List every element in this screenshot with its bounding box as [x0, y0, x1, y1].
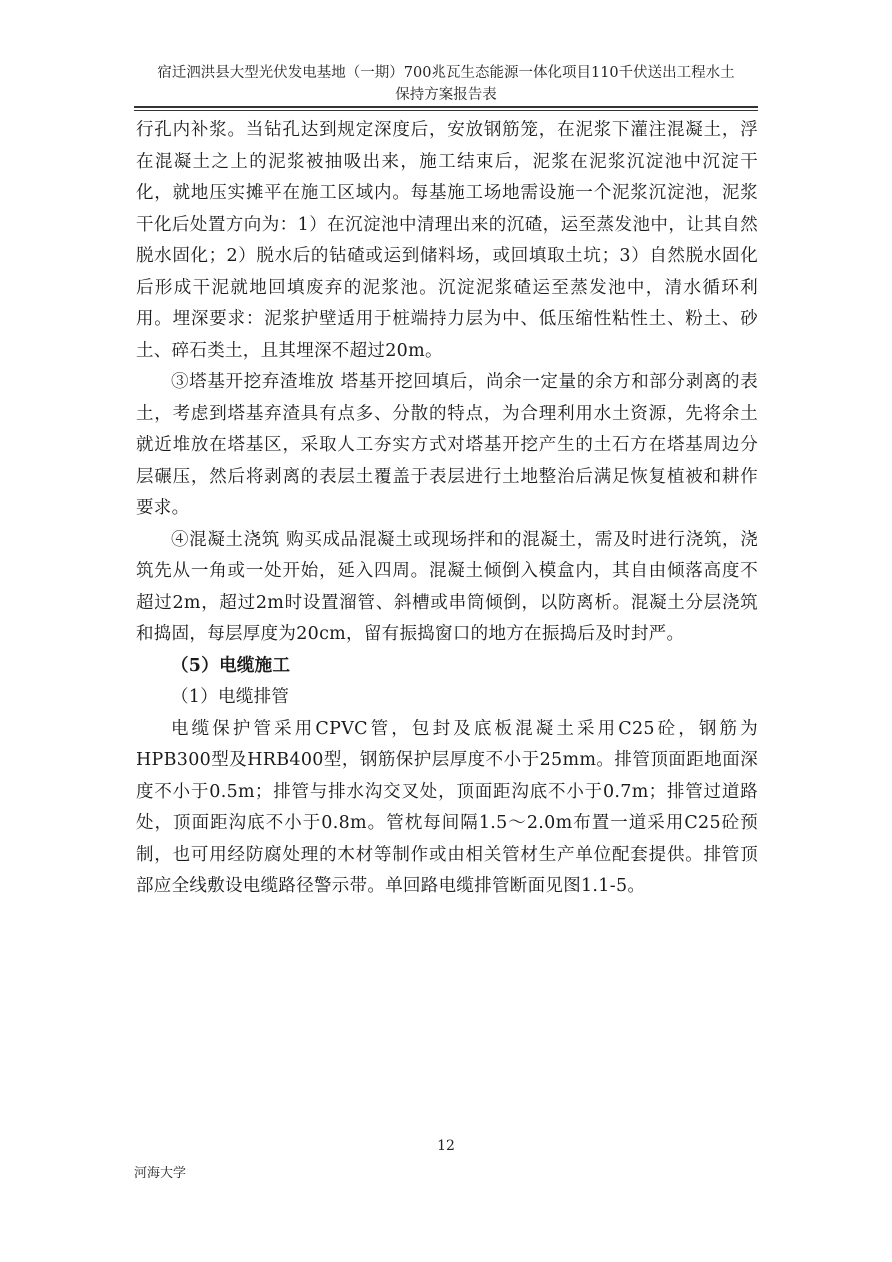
- header-rule-thick: [134, 106, 758, 108]
- header-title-line-2: 保持方案报告表: [395, 87, 497, 103]
- header-rule-thin: [134, 110, 758, 111]
- running-header: [134, 62, 758, 106]
- paragraph-spoil-stacking: ③塔基开挖弃渣堆放 塔基开挖回填后，尚余一定量的余方和部分剥离的表土，考虑到塔基弃渣具有点多、分散的特点，为合理利用水土资源，先将余土就近堆放在塔基区，采取人工夯实方式对塔基开挖产生的土石方在塔基周边分层碾压，然后将剥离的表层土覆盖于表层进行土地整治后满足恢复植被和耕作要求。: [136, 372, 758, 518]
- paragraph-cable-duct: 电缆保护管采用CPVC管，包封及底板混凝土采用C25砼，钢筋为HPB300型及HRB400型，钢筋保护层厚度不小于25mm。排管顶面距地面深度不小于0.5m；排管与排水沟交叉处，顶面距沟底不小于0.7m；排管过道路处，顶面距沟底不小于0.8m。管枕每间隔1.5～2.0m布置一道采用C25砼预制，也可用经防腐处理的木材等制作或由相关管材生产单位配套提供。排管顶部应全线敷设电缆路径警示带。单回路电缆排管断面见图1.1-5。: [136, 718, 758, 896]
- paragraph-mud-treatment: 行孔内补浆。当钻孔达到规定深度后，安放钢筋笼，在泥浆下灌注混凝土，浮在混凝土之上的泥浆被抽吸出来，施工结束后，泥浆在泥浆沉淀池中沉淀干化，就地压实摊平在施工区域内。每基施工场地需设施一个泥浆沉淀池，泥浆干化后处置方向为：1）在沉淀池中清理出来的沉碴，运至蒸发池中，让其自然脱水固化；2）脱水后的钻碴或运到储料场，或回填取土坑；3）自然脱水固化后形成干泥就地回填废弃的泥浆池。沉淀泥浆碴运至蒸发池中，清水循环利用。埋深要求：泥浆护壁适用于桩端持力层为中、低压缩性粘性土、粉土、砂土、碎石类土，且其埋深不超过20m。: [136, 120, 758, 361]
- header-title-line-1: 宿迁泗洪县大型光伏发电基地（一期）700兆瓦生态能源一体化项目110千伏送出工程水土: [157, 65, 735, 81]
- page-number: 12: [437, 1138, 455, 1154]
- footer-organization: 河海大学: [134, 1166, 187, 1181]
- subsection-heading-cable-duct: （1）电缆排管: [171, 687, 290, 707]
- section-heading-cable-construction: （5）电缆施工: [171, 655, 291, 676]
- paragraph-concrete-pouring: ④混凝土浇筑 购买成品混凝土或现场拌和的混凝土，需及时进行浇筑，浇筑先从一角或一处开始，延入四周。混凝土倾倒入模盒内，其自由倾落高度不超过2m，超过2m时设置溜管、斜槽或串筒倾倒，以防离析。混凝土分层浇筑和捣固，每层厚度为20cm，留有振捣窗口的地方在振捣后及时封严。: [136, 529, 758, 644]
- document-body: [136, 115, 758, 903]
